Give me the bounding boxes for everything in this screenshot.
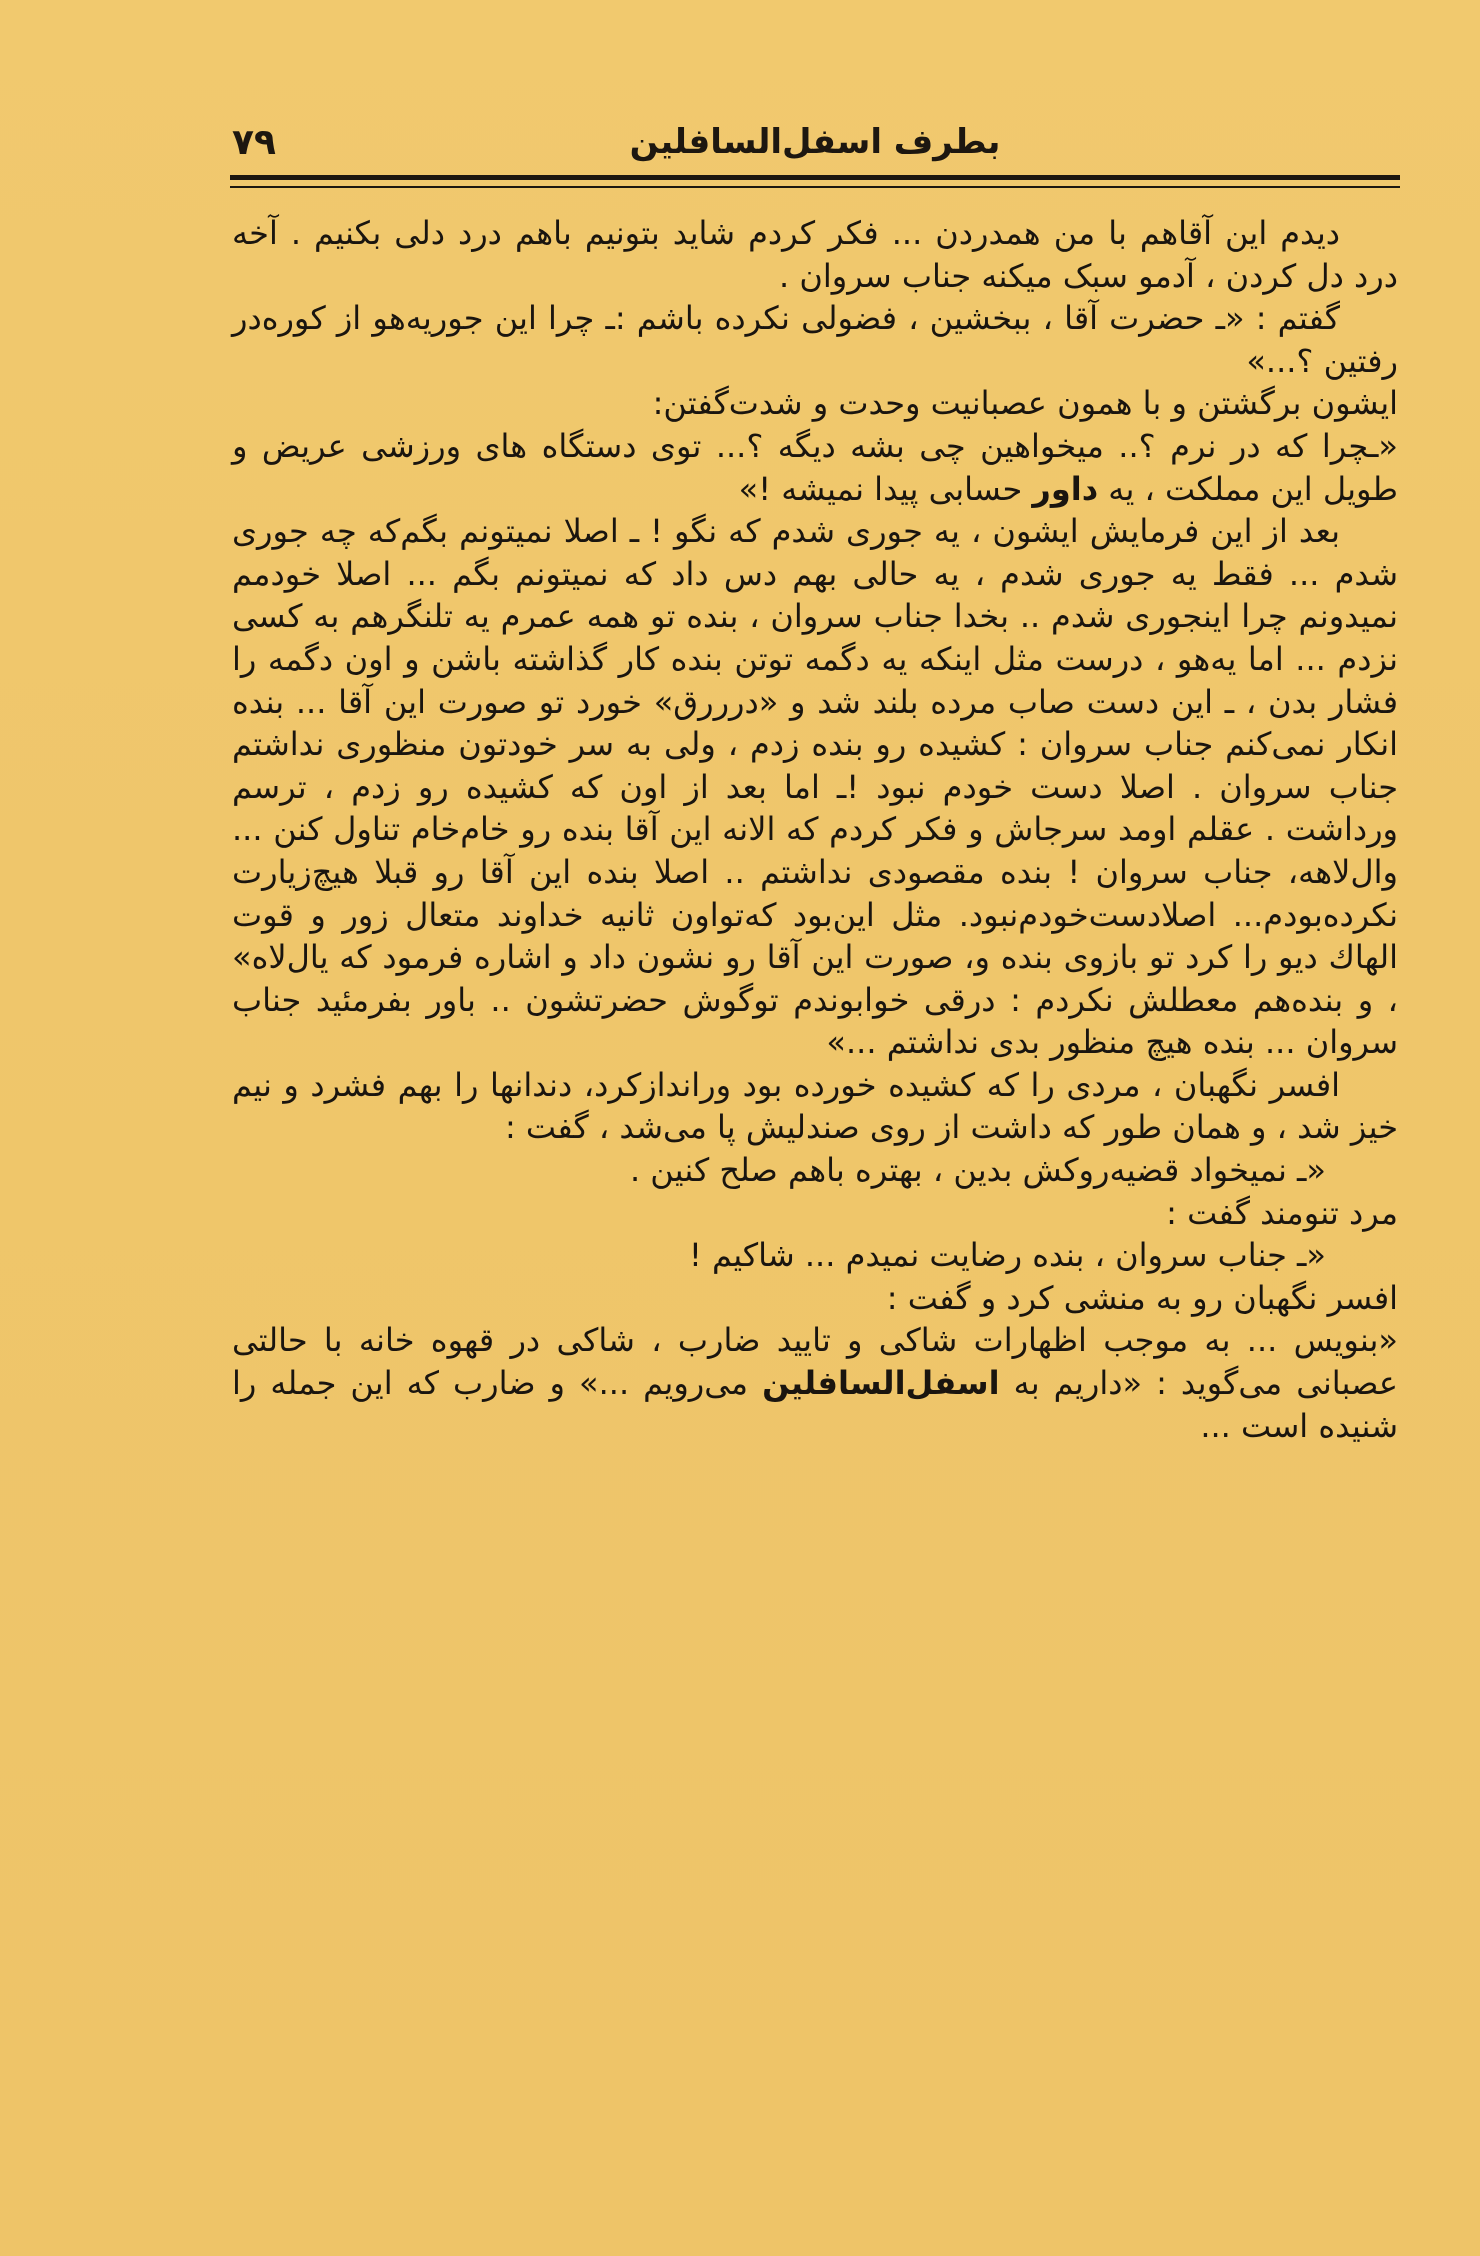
paragraph-11-text-end: می‌رویم ...» و ضارب که این جمله را شنیده است ... bbox=[232, 1364, 1398, 1445]
paragraph-5: بعد از این فرمایش ایشون ، یه جوری شدم که نگو ! ـ اصلا نمیتونم بگم‌که چه جوری شدم ... فقط یه جوری شدم ، یه حالی بهم دس داد که نمیتونم بگم ... اصلا خودمم نمیدونم چرا اینجوری شدم .. بخدا جناب سروان ، بنده تو همه عمرم یه تلنگرهم به کسی نزدم ... اما یه‌هو ، درست مثل اینکه یه دگمه توتن بنده کار گذاشته باشن و اون دگمه را فشار بدن ، ـ این دست صاب مرده بلند شد و «درررق» خورد تو صورت این آقا ... بنده انکار نمی‌کنم جناب سروان : کشیده رو بنده زدم ، ولی به سر خودتون منظوری نداشتم جناب سروان . اصلا دست خودم نبود !ـ اما بعد از اون که کشیده رو زدم ، ترسم ورداشت . عقلم اومد سرجاش و فکر کردم که الانه این آقا بنده رو خام‌خام تناول کنن ... وال‌لاهه، جناب سروان ! بنده مقصودی نداشتم .. اصلا بنده این آقا رو قبلا هیچ‌زیارت نکرده‌بودم... اصلادست‌خودم‌نبود. مثل این‌بود که‌تواون ثانیه خداوند متعال زور و قوت الهاك دیو را کرد تو بازوی بنده و، صورت این آقا رو نشون داد و اشاره فرمود که یال‌لاه» ، و بنده‌هم معطلش نکردم : درقی خوابوندم توگوش حضرتشون .. باور بفرمئید جناب سروان ... بنده هیچ منظور بدی نداشتم ...» bbox=[232, 512, 1398, 1062]
paragraph-11-text-start: «بنویس ... به موجب اظهارات شاکی و تایید ضارب ، شاکی در قهوه خانه با حالتی عصبانی می‌گوید : «داریم به bbox=[232, 1321, 1399, 1403]
page-number: ۷۹ bbox=[232, 122, 276, 163]
paragraph-4 bbox=[232, 425, 1398, 510]
running-title: بطرف اسفل‌السافلین bbox=[629, 122, 1001, 162]
paragraph-1: دیدم این آقاهم با من همدردن ... فکر کردم شاید بتونیم باهم درد دلی بکنیم . آخه درد دل کردن ، آدمو سبک میکنه جناب سروان . bbox=[232, 214, 1398, 295]
header-rule-thick bbox=[230, 175, 1400, 180]
paragraph-7: «ـ نمیخواد قضیه‌روکش بدین ، بهتره باهم صلح کنین . bbox=[629, 1151, 1326, 1190]
paragraph-3: ایشون برگشتن و با همون عصبانیت وحدت و شدت‌گفتن: bbox=[652, 384, 1398, 423]
page-header bbox=[232, 118, 1398, 178]
paragraph-6: افسر نگهبان ، مردی را که کشیده خورده بود ورانداز‌کرد، دندانها را بهم فشرد و نیم خیز شد ، و همان طور که داشت از روی صندلیش پا می‌شد ، گفت : bbox=[232, 1065, 1398, 1147]
paragraph-8: مرد تنومند گفت : bbox=[1166, 1193, 1398, 1232]
paragraph-10: افسر نگهبان رو به منشی کرد و گفت : bbox=[886, 1278, 1398, 1317]
bold-word-referee: داور bbox=[1032, 469, 1099, 508]
paragraph-4-text-end: حسابی پیدا نمیشه !» bbox=[738, 469, 1023, 508]
paragraph-2: گفتم : «ـ حضرت آقا ، ببخشین ، فضولی نکرده باشم :ـ چرا این جوریه‌هو از کوره‌در رفتین ؟...» bbox=[232, 299, 1398, 380]
body-text bbox=[232, 212, 1398, 1447]
paragraph-4-text-start: «ـچرا که در نرم ؟.. میخواهین چی بشه دیگه ؟... توی دستگاه های ورزشی عریض و طویل این مملکت ، یه bbox=[232, 426, 1398, 508]
paragraph-9: «ـ جناب سروان ، بنده رضایت نمیدم ... شاکیم ! bbox=[688, 1236, 1326, 1275]
paragraph-11 bbox=[232, 1319, 1398, 1447]
bold-phrase-title: اسفل‌السافلین bbox=[762, 1364, 1000, 1403]
header-rule-thin bbox=[230, 186, 1400, 188]
